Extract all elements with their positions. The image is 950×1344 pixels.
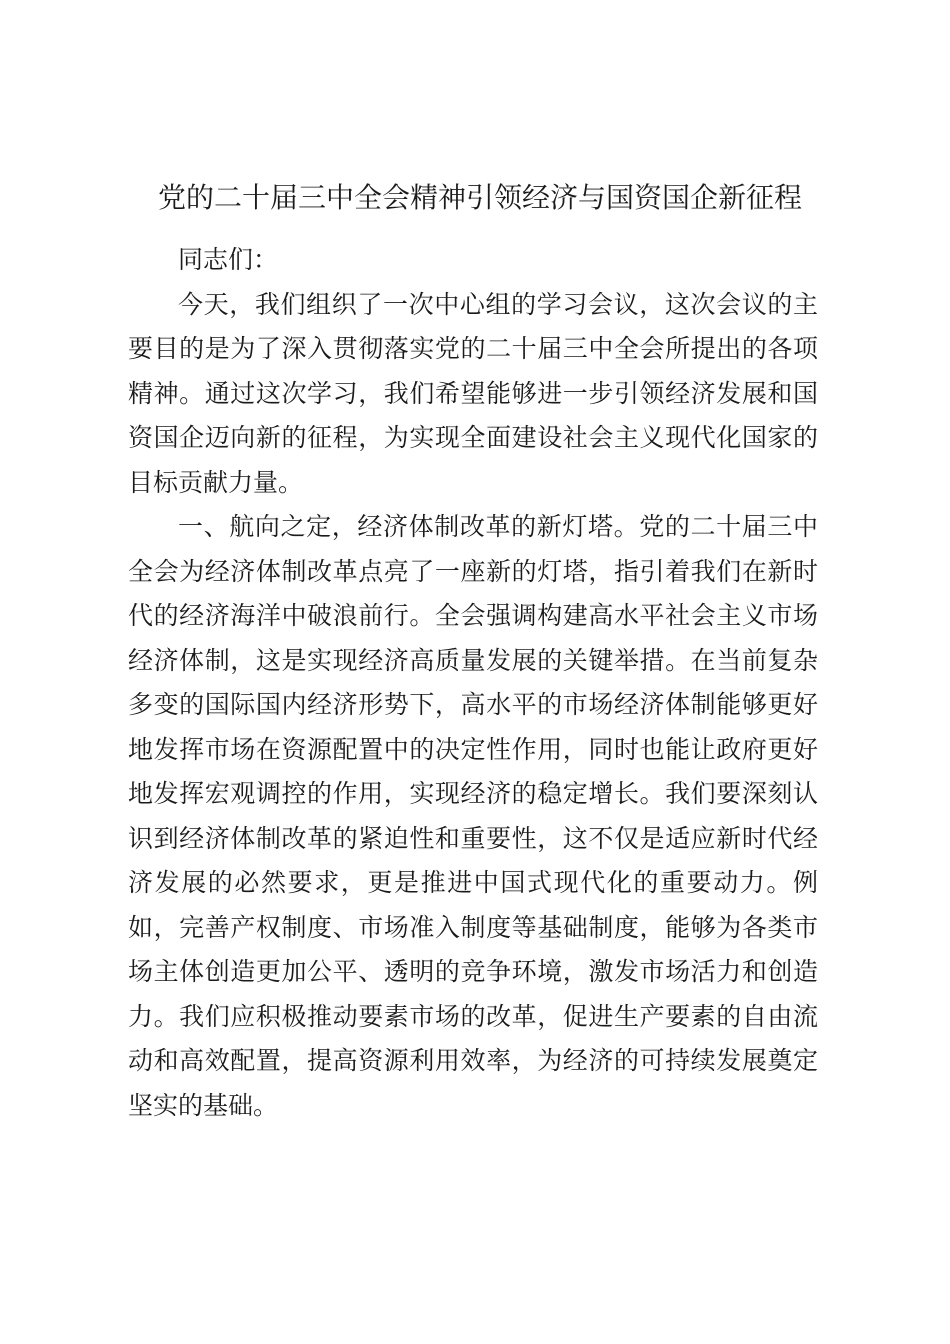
paragraph-intro: 今天，我们组织了一次中心组的学习会议，这次会议的主要目的是为了深入贯彻落实党的二十届三中全会所提出的各项精神。通过这次学习，我们希望能够进一步引领经济发展和国资国企迈向新的征程，为实现全面建设社会主义现代化国家的目标贡献力量。 [128, 289, 818, 497]
paragraph-section-one: 一、航向之定，经济体制改革的新灯塔。党的二十届三中全会为经济体制改革点亮了一座新的灯塔，指引着我们在新时代的经济海洋中破浪前行。全会强调构建高水平社会主义市场经济体制，这是实现经济高质量发展的关键举措。在当前复杂多变的国际国内经济形势下，高水平的市场经济体制能够更好地发挥市场在资源配置中的决定性作用，同时也能让政府更好地发挥宏观调控的作用，实现经济的稳定增长。我们要深刻认识到经济体制改革的紧迫性和重要性，这不仅是适应新时代经济发展的必然要求，更是推进中国式现代化的重要动力。例如，完善产权制度、市场准入制度等基础制度，能够为各类市场主体创造更加公平、透明的竞争环境，激发市场活力和创造力。我们应积极推动要素市场的改革，促进生产要素的自由流动和高效配置，提高资源利用效率，为经济的可持续发展奠定坚实的基础。 [128, 512, 818, 1120]
salutation: 同志们： [178, 245, 279, 274]
document-title: 党的二十届三中全会精神引领经济与国资国企新征程 [157, 181, 802, 214]
document-body [128, 238, 818, 1128]
